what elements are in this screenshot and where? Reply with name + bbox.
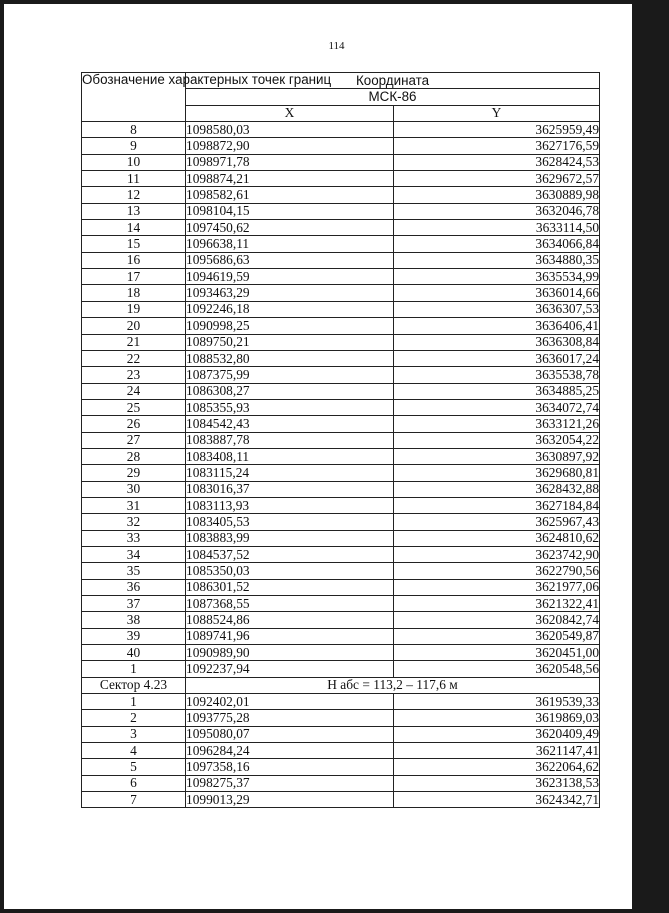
- point-cell: 32: [82, 514, 186, 530]
- point-cell: 18: [82, 285, 186, 301]
- y-coordinate-cell: 3624810,62: [394, 530, 600, 546]
- x-coordinate-cell: 1092402,01: [186, 694, 394, 710]
- y-coordinate-cell: 3628424,53: [394, 154, 600, 170]
- y-coordinate-cell: 3632054,22: [394, 432, 600, 448]
- x-coordinate-cell: 1098872,90: [186, 138, 394, 154]
- y-coordinate-cell: 3619539,33: [394, 694, 600, 710]
- point-cell: 37: [82, 596, 186, 612]
- point-cell: 12: [82, 187, 186, 203]
- x-coordinate-cell: 1083408,11: [186, 448, 394, 464]
- point-cell: 4: [82, 743, 186, 759]
- table-row: [82, 596, 600, 612]
- table-row: [82, 645, 600, 661]
- table-row: [82, 792, 600, 808]
- x-coordinate-cell: 1098275,37: [186, 775, 394, 791]
- point-cell: 16: [82, 252, 186, 268]
- table-row: [82, 171, 600, 187]
- table-row: [82, 628, 600, 644]
- y-coordinate-cell: 3621977,06: [394, 579, 600, 595]
- point-cell: 11: [82, 171, 186, 187]
- y-coordinate-cell: 3633121,26: [394, 416, 600, 432]
- x-coordinate-cell: 1094619,59: [186, 269, 394, 285]
- table-row: [82, 432, 600, 448]
- coordinate-header: Координата: [186, 73, 600, 89]
- x-column-header: X: [186, 105, 394, 121]
- y-coordinate-cell: 3629672,57: [394, 171, 600, 187]
- y-coordinate-cell: 3636308,84: [394, 334, 600, 350]
- y-coordinate-cell: 3621147,41: [394, 743, 600, 759]
- table-row: [82, 269, 600, 285]
- x-coordinate-cell: 1083113,93: [186, 497, 394, 513]
- point-cell: 17: [82, 269, 186, 285]
- table-row: [82, 334, 600, 350]
- table-row: [82, 694, 600, 710]
- y-coordinate-cell: 3634885,25: [394, 383, 600, 399]
- x-coordinate-cell: 1097358,16: [186, 759, 394, 775]
- table-row: [82, 252, 600, 268]
- y-coordinate-cell: 3636307,53: [394, 301, 600, 317]
- x-coordinate-cell: 1086301,52: [186, 579, 394, 595]
- point-cell: 35: [82, 563, 186, 579]
- x-coordinate-cell: 1098582,61: [186, 187, 394, 203]
- y-coordinate-cell: 3636017,24: [394, 350, 600, 366]
- point-cell: 13: [82, 203, 186, 219]
- x-coordinate-cell: 1085355,93: [186, 399, 394, 415]
- table-row: [82, 481, 600, 497]
- x-coordinate-cell: 1088524,86: [186, 612, 394, 628]
- table-row: [82, 285, 600, 301]
- point-cell: 7: [82, 792, 186, 808]
- point-label-header: Обозначение характерных точек границ: [82, 73, 186, 122]
- y-coordinate-cell: 3619869,03: [394, 710, 600, 726]
- x-coordinate-cell: 1092246,18: [186, 301, 394, 317]
- table-row: [82, 154, 600, 170]
- y-coordinate-cell: 3636406,41: [394, 318, 600, 334]
- point-cell: 25: [82, 399, 186, 415]
- x-coordinate-cell: 1083405,53: [186, 514, 394, 530]
- x-coordinate-cell: 1097450,62: [186, 220, 394, 236]
- y-coordinate-cell: 3625959,49: [394, 122, 600, 138]
- table-row: [82, 448, 600, 464]
- x-coordinate-cell: 1092237,94: [186, 661, 394, 677]
- sector-label: Сектор 4.23: [82, 677, 186, 693]
- point-cell: 21: [82, 334, 186, 350]
- table-row: [82, 759, 600, 775]
- header-row-1: [82, 73, 600, 89]
- y-coordinate-cell: 3622064,62: [394, 759, 600, 775]
- x-coordinate-cell: 1084542,43: [186, 416, 394, 432]
- table-row: [82, 710, 600, 726]
- y-coordinate-cell: 3624342,71: [394, 792, 600, 808]
- point-cell: 3: [82, 726, 186, 742]
- table-row: [82, 301, 600, 317]
- x-coordinate-cell: 1093463,29: [186, 285, 394, 301]
- table-row: [82, 318, 600, 334]
- table-row: [82, 203, 600, 219]
- point-cell: 2: [82, 710, 186, 726]
- table-row: [82, 122, 600, 138]
- point-cell: 1: [82, 694, 186, 710]
- table-row: [82, 497, 600, 513]
- y-coordinate-cell: 3622790,56: [394, 563, 600, 579]
- table-row: [82, 775, 600, 791]
- x-coordinate-cell: 1099013,29: [186, 792, 394, 808]
- y-coordinate-cell: 3620451,00: [394, 645, 600, 661]
- point-cell: 29: [82, 465, 186, 481]
- point-cell: 34: [82, 546, 186, 562]
- point-cell: 36: [82, 579, 186, 595]
- x-coordinate-cell: 1087375,99: [186, 367, 394, 383]
- y-coordinate-cell: 3623742,90: [394, 546, 600, 562]
- x-coordinate-cell: 1087368,55: [186, 596, 394, 612]
- x-coordinate-cell: 1083887,78: [186, 432, 394, 448]
- point-cell: 14: [82, 220, 186, 236]
- y-coordinate-cell: 3620548,56: [394, 661, 600, 677]
- table-row: [82, 612, 600, 628]
- x-coordinate-cell: 1088532,80: [186, 350, 394, 366]
- table-row: [82, 514, 600, 530]
- y-coordinate-cell: 3621322,41: [394, 596, 600, 612]
- point-cell: 15: [82, 236, 186, 252]
- point-cell: 28: [82, 448, 186, 464]
- point-cell: 22: [82, 350, 186, 366]
- x-coordinate-cell: 1089741,96: [186, 628, 394, 644]
- x-coordinate-cell: 1086308,27: [186, 383, 394, 399]
- point-cell: 38: [82, 612, 186, 628]
- table-row: [82, 546, 600, 562]
- x-coordinate-cell: 1095686,63: [186, 252, 394, 268]
- x-coordinate-cell: 1098874,21: [186, 171, 394, 187]
- y-coordinate-cell: 3630897,92: [394, 448, 600, 464]
- coordinates-table-body: [82, 73, 600, 808]
- point-cell: 23: [82, 367, 186, 383]
- y-coordinate-cell: 3635534,99: [394, 269, 600, 285]
- table-row: [82, 579, 600, 595]
- y-coordinate-cell: 3635538,78: [394, 367, 600, 383]
- x-coordinate-cell: 1083115,24: [186, 465, 394, 481]
- table-row: [82, 236, 600, 252]
- x-coordinate-cell: 1085350,03: [186, 563, 394, 579]
- y-coordinate-cell: 3625967,43: [394, 514, 600, 530]
- x-coordinate-cell: 1098580,03: [186, 122, 394, 138]
- sector-row: [82, 677, 600, 693]
- y-coordinate-cell: 3634072,74: [394, 399, 600, 415]
- table-row: [82, 416, 600, 432]
- y-column-header: Y: [394, 105, 600, 121]
- table-row: [82, 399, 600, 415]
- coordinate-system-header: МСК-86: [186, 89, 600, 105]
- y-coordinate-cell: 3628432,88: [394, 481, 600, 497]
- table-row: [82, 383, 600, 399]
- x-coordinate-cell: 1098104,15: [186, 203, 394, 219]
- x-coordinate-cell: 1090998,25: [186, 318, 394, 334]
- document-page: [4, 4, 632, 909]
- table-row: [82, 350, 600, 366]
- point-cell: 20: [82, 318, 186, 334]
- point-cell: 5: [82, 759, 186, 775]
- x-coordinate-cell: 1083016,37: [186, 481, 394, 497]
- y-coordinate-cell: 3636014,66: [394, 285, 600, 301]
- point-cell: 30: [82, 481, 186, 497]
- y-coordinate-cell: 3623138,53: [394, 775, 600, 791]
- page-number: 114: [328, 40, 345, 52]
- table-row: [82, 661, 600, 677]
- point-cell: 9: [82, 138, 186, 154]
- sector-height: H абс = 113,2 – 117,6 м: [186, 677, 600, 693]
- x-coordinate-cell: 1089750,21: [186, 334, 394, 350]
- x-coordinate-cell: 1090989,90: [186, 645, 394, 661]
- x-coordinate-cell: 1098971,78: [186, 154, 394, 170]
- point-cell: 31: [82, 497, 186, 513]
- y-coordinate-cell: 3627184,84: [394, 497, 600, 513]
- y-coordinate-cell: 3633114,50: [394, 220, 600, 236]
- point-cell: 26: [82, 416, 186, 432]
- point-cell: 10: [82, 154, 186, 170]
- table-row: [82, 367, 600, 383]
- point-cell: 6: [82, 775, 186, 791]
- point-cell: 24: [82, 383, 186, 399]
- y-coordinate-cell: 3627176,59: [394, 138, 600, 154]
- table-row: [82, 220, 600, 236]
- x-coordinate-cell: 1096284,24: [186, 743, 394, 759]
- table-row: [82, 726, 600, 742]
- point-cell: 40: [82, 645, 186, 661]
- table-row: [82, 563, 600, 579]
- y-coordinate-cell: 3629680,81: [394, 465, 600, 481]
- table-row: [82, 530, 600, 546]
- x-coordinate-cell: 1095080,07: [186, 726, 394, 742]
- y-coordinate-cell: 3620409,49: [394, 726, 600, 742]
- y-coordinate-cell: 3634066,84: [394, 236, 600, 252]
- point-cell: 8: [82, 122, 186, 138]
- y-coordinate-cell: 3620842,74: [394, 612, 600, 628]
- point-cell: 1: [82, 661, 186, 677]
- table-row: [82, 138, 600, 154]
- point-cell: 27: [82, 432, 186, 448]
- y-coordinate-cell: 3632046,78: [394, 203, 600, 219]
- point-cell: 39: [82, 628, 186, 644]
- point-cell: 33: [82, 530, 186, 546]
- coordinates-table: [81, 72, 600, 808]
- x-coordinate-cell: 1096638,11: [186, 236, 394, 252]
- point-cell: 19: [82, 301, 186, 317]
- y-coordinate-cell: 3630889,98: [394, 187, 600, 203]
- x-coordinate-cell: 1083883,99: [186, 530, 394, 546]
- y-coordinate-cell: 3620549,87: [394, 628, 600, 644]
- table-row: [82, 187, 600, 203]
- table-row: [82, 743, 600, 759]
- y-coordinate-cell: 3634880,35: [394, 252, 600, 268]
- x-coordinate-cell: 1093775,28: [186, 710, 394, 726]
- x-coordinate-cell: 1084537,52: [186, 546, 394, 562]
- table-row: [82, 465, 600, 481]
